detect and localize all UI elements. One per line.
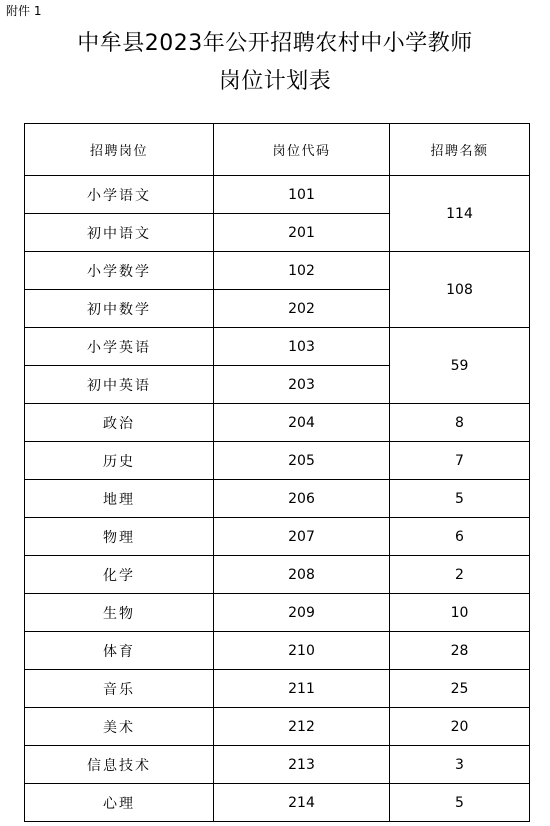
cell-position: 小学英语	[25, 328, 214, 366]
table-row	[25, 746, 530, 784]
cell-code: 208	[214, 556, 390, 594]
cell-code: 213	[214, 746, 390, 784]
cell-quota: 2	[390, 556, 530, 594]
cell-quota: 7	[390, 442, 530, 480]
cell-position: 历史	[25, 442, 214, 480]
recruitment-plan-table	[24, 123, 530, 822]
cell-code: 205	[214, 442, 390, 480]
cell-code: 101	[214, 176, 390, 214]
cell-position: 地理	[25, 480, 214, 518]
cell-position: 初中数学	[25, 290, 214, 328]
cell-code: 204	[214, 404, 390, 442]
cell-code: 211	[214, 670, 390, 708]
cell-quota: 5	[390, 480, 530, 518]
cell-quota: 28	[390, 632, 530, 670]
table-row	[25, 518, 530, 556]
cell-quota: 10	[390, 594, 530, 632]
table-row	[25, 176, 530, 214]
table-row	[25, 784, 530, 822]
cell-position: 政治	[25, 404, 214, 442]
cell-code: 207	[214, 518, 390, 556]
cell-position: 美术	[25, 708, 214, 746]
table-row	[25, 594, 530, 632]
cell-quota: 3	[390, 746, 530, 784]
cell-code: 202	[214, 290, 390, 328]
cell-position: 音乐	[25, 670, 214, 708]
cell-position: 生物	[25, 594, 214, 632]
cell-code: 103	[214, 328, 390, 366]
cell-code: 212	[214, 708, 390, 746]
attachment-label: 附件 1	[6, 4, 42, 18]
cell-code: 203	[214, 366, 390, 404]
header-code: 岗位代码	[214, 124, 390, 176]
cell-position: 化学	[25, 556, 214, 594]
cell-code: 206	[214, 480, 390, 518]
table-row	[25, 328, 530, 366]
cell-position: 物理	[25, 518, 214, 556]
table-row	[25, 556, 530, 594]
cell-position: 初中英语	[25, 366, 214, 404]
table-body	[25, 176, 530, 822]
table-row	[25, 252, 530, 290]
table-row	[25, 442, 530, 480]
table-row	[25, 404, 530, 442]
document-title-line-1: 中牟县2023年公开招聘农村中小学教师	[77, 31, 473, 56]
cell-quota: 6	[390, 518, 530, 556]
cell-code: 201	[214, 214, 390, 252]
cell-code: 210	[214, 632, 390, 670]
table-row	[25, 632, 530, 670]
cell-quota: 59	[390, 328, 530, 404]
cell-position: 心理	[25, 784, 214, 822]
cell-code: 214	[214, 784, 390, 822]
header-quota: 招聘名额	[390, 124, 530, 176]
table-header-row	[25, 124, 530, 176]
table-row	[25, 670, 530, 708]
cell-position: 信息技术	[25, 746, 214, 784]
cell-position: 小学语文	[25, 176, 214, 214]
cell-quota: 20	[390, 708, 530, 746]
cell-quota: 108	[390, 252, 530, 328]
document-title-line-2: 岗位计划表	[218, 69, 332, 94]
cell-position: 初中语文	[25, 214, 214, 252]
cell-quota: 8	[390, 404, 530, 442]
cell-code: 102	[214, 252, 390, 290]
table-row	[25, 708, 530, 746]
cell-position: 小学数学	[25, 252, 214, 290]
table-row	[25, 480, 530, 518]
cell-quota: 25	[390, 670, 530, 708]
header-position: 招聘岗位	[25, 124, 214, 176]
cell-quota: 5	[390, 784, 530, 822]
cell-position: 体育	[25, 632, 214, 670]
cell-code: 209	[214, 594, 390, 632]
cell-quota: 114	[390, 176, 530, 252]
